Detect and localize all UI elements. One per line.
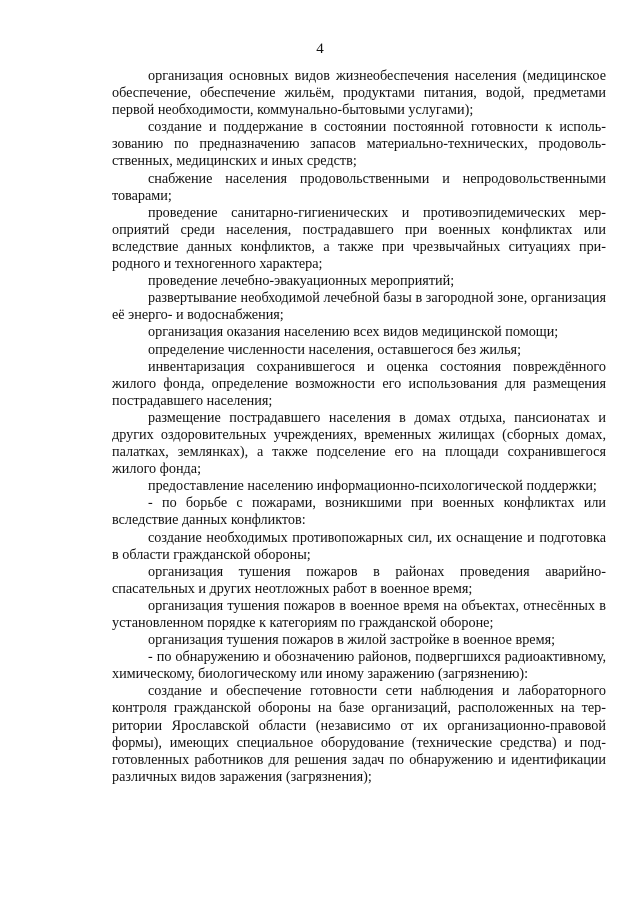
paragraph: предоставление населению информационно-психологической поддержки; xyxy=(148,478,597,495)
paragraph: создание необходимых противопожарных сил, их оснащение и подготовка в области гражданской обороны; xyxy=(112,529,606,563)
paragraph: организация тушения пожаров в жилой застройке в военное время; xyxy=(148,632,556,649)
paragraph: инвентаризация сохранившегося и оценка состояния повреждённого жилого фонда, определение возможности его использования для размещения пострадавшего населения; xyxy=(112,358,606,409)
paragraph: организация основных видов жизнеобеспечения населения (медицинское обеспечение, обеспечение жильём, продуктами питания, водой, предметами первой необходимости, коммунально-бытовыми услугами); xyxy=(112,68,606,119)
paragraph: создание и поддержание в состоянии постоянной готовности к использованию по предназначению запасов материально-технических, продовольственных, медицинских и иных средств; xyxy=(112,119,606,170)
paragraph: проведение санитарно-гигиенических и противоэпидемических мероприятий среди населения, пострадавшего при военных конфликтах или вследствие данных конфликтов, а также при чрезвычайных ситуациях природного и техногенного характера; xyxy=(112,204,606,273)
paragraph: создание и обеспечение готовности сети наблюдения и лабораторного контроля гражданской обороны на базе организаций, расположенных на территории Ярославской области (независимо от их организационно-правовой формы), имеющих специальное оборудование (технические средства) и подготовленных работников для решения задач по обнаружению и идентификации различных видов заражения (загрязнения); xyxy=(112,683,606,785)
page-number: 4 xyxy=(316,41,324,57)
paragraph: - по обнаружению и обозначению районов, подвергшихся радиоактивному, химическому, биологическому или иному заражению (загрязнению): xyxy=(112,649,606,683)
paragraph: проведение лечебно-эвакуационных мероприятий; xyxy=(148,273,455,290)
document-body xyxy=(112,68,606,786)
paragraph: организация тушения пожаров в военное время на объектах, отнесённых в установленном порядке к категориям по гражданской обороне; xyxy=(112,597,606,631)
paragraph: организация тушения пожаров в районах проведения аварийно-спасательных и других неотложных работ в военное время; xyxy=(112,563,606,597)
paragraph: развертывание необходимой лечебной базы в загородной зоне, организация её энерго- и водоснабжения; xyxy=(112,290,606,324)
paragraph: размещение пострадавшего населения в домах отдыха, пансионатах и других оздоровительных учреждениях, временных жилищах (сборных домах, палатках, землянках), а также подселение его на площади сохранившегося жилого фонда; xyxy=(112,409,606,478)
paragraph: снабжение населения продовольственными и непродовольственными товарами; xyxy=(112,170,606,204)
paragraph: - по борьбе с пожарами, возникшими при военных конфликтах или вследствие данных конфликтов: xyxy=(112,495,606,529)
paragraph: организация оказания населению всех видов медицинской помощи; xyxy=(148,324,559,341)
paragraph: определение численности населения, оставшегося без жилья; xyxy=(148,341,522,358)
